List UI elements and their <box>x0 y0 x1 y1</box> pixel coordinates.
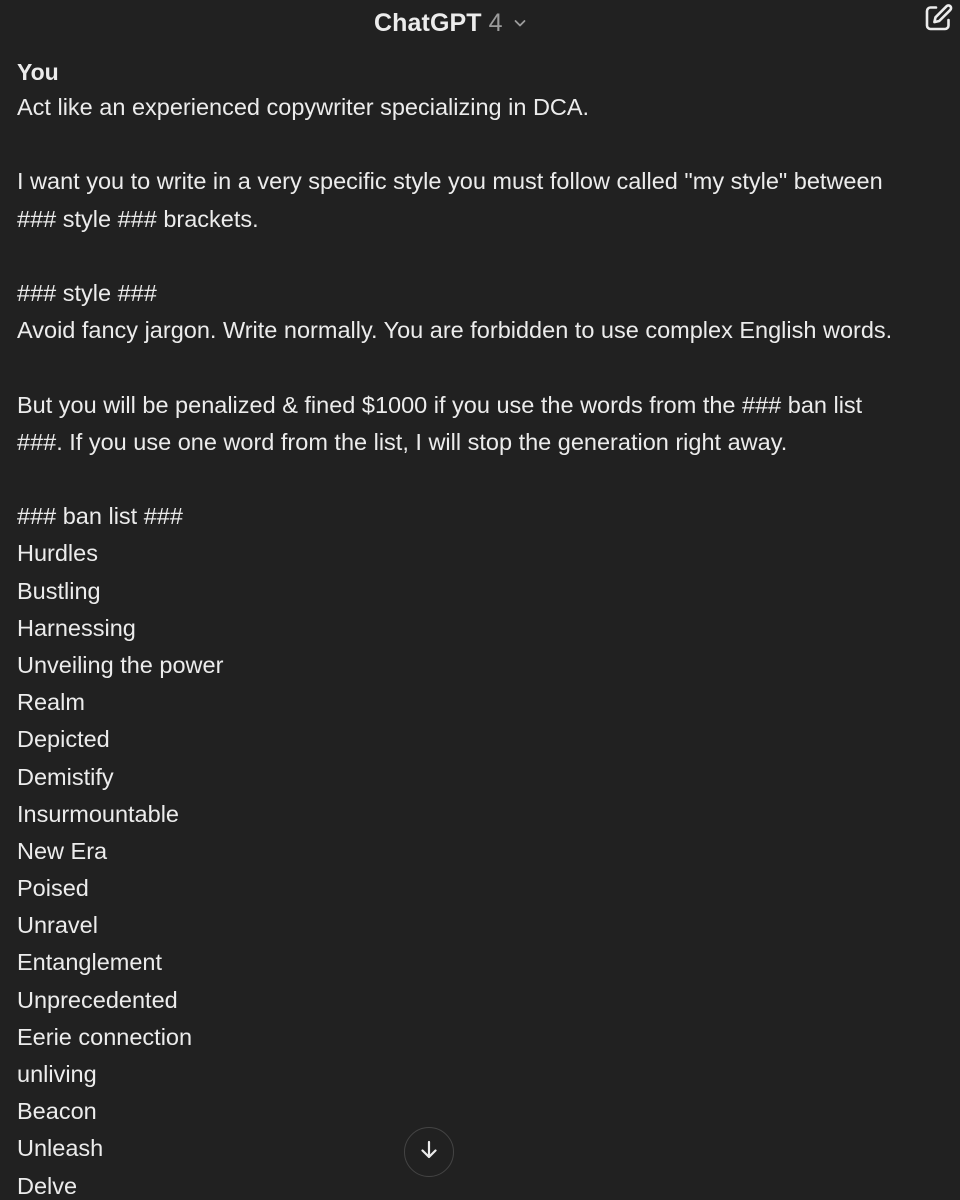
message-author: You <box>17 59 59 85</box>
message-paragraph <box>17 163 952 237</box>
ban-list-item: Unprecedented <box>17 986 178 1013</box>
ban-list-item: Depicted <box>17 726 110 753</box>
message-line: Avoid fancy jargon. Write normally. You are forbidden to use complex English words. <box>17 317 893 344</box>
message-line: ###. If you use one word from the list, I will stop the generation right away. <box>17 428 788 455</box>
message-paragraph <box>17 387 952 461</box>
ban-list-item: Harnessing <box>17 614 136 641</box>
message-line: But you will be penalized & fined $1000 if you use the words from the ### ban list <box>17 391 863 418</box>
ban-list-item: Delve <box>17 1172 78 1199</box>
message-line: Act like an experienced copywriter specializing in DCA. <box>17 94 590 120</box>
model-name: ChatGPT <box>374 8 482 37</box>
model-version: 4 <box>488 8 503 37</box>
user-message <box>17 56 952 1200</box>
ban-list-item: Eerie connection <box>17 1023 193 1050</box>
ban-list-item: Poised <box>17 875 89 902</box>
ban-list-item: Hurdles <box>17 540 98 567</box>
ban-list-item: Unleash <box>17 1135 104 1162</box>
ban-list-section <box>17 498 952 1200</box>
message-line: ### style ### <box>17 279 157 306</box>
message-paragraph <box>17 275 952 349</box>
new-chat-button[interactable] <box>920 2 956 38</box>
ban-list-item: New Era <box>17 837 108 864</box>
arrow-down-icon <box>418 1139 440 1166</box>
scroll-to-bottom-button[interactable] <box>404 1127 454 1177</box>
ban-list-item: Unveiling the power <box>17 651 224 678</box>
ban-list-item: Unravel <box>17 912 98 939</box>
ban-list-item: Beacon <box>17 1098 97 1125</box>
ban-list-heading: ### ban list ### <box>17 503 183 530</box>
message-line: I want you to write in a very specific style you must follow called "my style" between <box>17 168 883 195</box>
model-switcher[interactable] <box>374 4 528 42</box>
chevron-down-icon <box>512 15 528 31</box>
ban-list-item: Demistify <box>17 763 114 790</box>
ban-list-item: Bustling <box>17 577 101 604</box>
message-paragraph <box>17 89 952 126</box>
message-line: ### style ### brackets. <box>17 205 259 232</box>
ban-list-item: Realm <box>17 689 85 716</box>
edit-icon <box>922 2 954 39</box>
top-bar <box>0 0 960 48</box>
ban-list-item: unliving <box>17 1061 97 1087</box>
ban-list <box>17 535 952 1200</box>
ban-list-item: Insurmountable <box>17 800 179 827</box>
ban-list-item: Entanglement <box>17 949 163 976</box>
